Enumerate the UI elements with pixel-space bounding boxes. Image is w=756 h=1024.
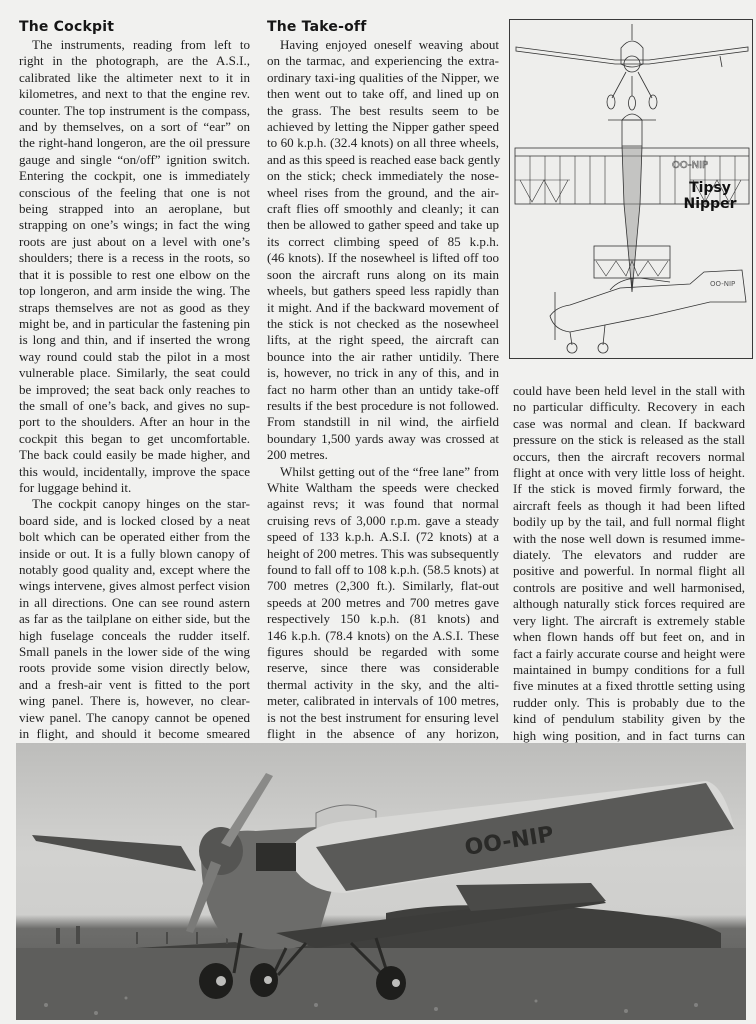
text-line: kilometres, and next to that the engine rev.	[19, 86, 250, 102]
front-view-drawing	[516, 24, 748, 110]
text-line: bolt which can be operated either from the	[19, 529, 250, 545]
text-line: is, however, no trick in any of this, and in	[267, 365, 499, 381]
text-line: achieved by letting the Nipper gather speed	[267, 119, 499, 135]
text-line: 146 k.p.h. (78.4 knots) on the A.S.I. These	[267, 627, 499, 643]
text-line: then went out to take off, and lined up on	[267, 86, 499, 102]
section-heading-cockpit: The Cockpit	[19, 19, 115, 35]
text-line: is long and thin, and if inserted the wrong	[19, 332, 250, 348]
text-line: ordinary taxi-ing qualities of the Nipper, we	[267, 69, 499, 85]
three-view-diagram	[509, 19, 753, 359]
text-line: The cockpit canopy hinges on the star-	[32, 496, 250, 512]
text-line: cruising revs of 3,000 r.p.m. gave a steady	[267, 512, 499, 528]
text-line: right in the photograph, are the A.S.I.,	[19, 53, 250, 69]
text-line: maintained in bumpy conditions for a full	[513, 661, 745, 677]
text-line: From standstill in nil wind, the airfield	[267, 414, 499, 430]
text-line: speed of 133 k.p.h. A.S.I. (72 knots) at a	[267, 529, 499, 545]
text-line: gauge and single “on/off” ignition switch.	[19, 151, 250, 167]
text-line: high fuselage conceals the rudder itself.	[19, 627, 250, 643]
text-line: five minutes at a fixed throttle setting using	[513, 678, 745, 694]
text-line: Small panels in the lower side of the wing	[19, 644, 250, 660]
text-line: on the stick; check immediately the nose-	[267, 168, 499, 184]
text-line: The back could easily be made higher, and	[19, 447, 250, 463]
text-line: Entering the cockpit, one is immediately	[19, 168, 250, 184]
svg-text:OO-NIP: OO-NIP	[710, 280, 736, 288]
text-line: boundary 1,500 yards away was crossed at	[267, 430, 499, 446]
text-line: height of 200 metres. This was subsequently	[267, 545, 500, 561]
text-line: roots are just about on a level with one’s	[19, 233, 250, 249]
text-line: cockpit this began to get uncomfortable.	[19, 430, 250, 446]
text-line: for luggage behind it.	[19, 479, 132, 495]
text-line: no particular difficulty. Recovery in each	[513, 399, 745, 415]
text-line: pressure on the stick is released as the stall	[513, 432, 745, 448]
text-line: figures should be regarded with some	[267, 644, 499, 660]
paragraph-takeoff-1	[267, 37, 499, 464]
text-line: might be, and in particular the fastening pin	[19, 315, 250, 331]
text-line: meter, calibrated in intervals of 100 metres,	[267, 693, 499, 709]
text-line: wheel rises from the ground, and the air-	[267, 184, 499, 200]
text-line: The instruments, reading from left to	[32, 37, 250, 52]
text-line: straps themselves are not as good as they	[19, 299, 250, 315]
text-line: respectively 150 k.p.h. (81 knots) and	[267, 611, 499, 627]
text-line: wheels, but gathers speed less rapidly than	[267, 283, 499, 299]
text-line: vulnerable place. Similarly, the seat could	[19, 365, 250, 381]
text-line: occurs, then the aircraft recovers normal	[513, 448, 745, 464]
text-line: on the tarmac, and experiencing the extra-	[267, 53, 499, 69]
text-line: flight at once with very little loss of height.	[513, 465, 745, 481]
text-line: this would, incidentally, improve the space	[19, 463, 250, 479]
text-line: board side, and is locked closed by a neat	[19, 512, 250, 528]
text-line: diately. The elevators and rudder are	[513, 547, 745, 563]
diagram-title	[670, 180, 750, 212]
text-line: bounce into the air rather untidily. There	[267, 348, 499, 364]
text-line: wing panel. There is, however, no clear-	[19, 693, 250, 709]
text-line: controls are positive and well harmonised,	[513, 579, 745, 595]
aircraft-photograph	[16, 743, 746, 1020]
text-line: to 60 k.p.h. (32.4 knots) on all three wheels,	[267, 135, 499, 151]
text-line: reserve, since there was considerable	[267, 660, 499, 676]
text-line: in all directions. One can see round astern	[19, 594, 250, 610]
text-line: aircraft feels as though it had been lifted	[513, 497, 745, 513]
text-line: rudder only. This is probably due to the	[513, 694, 745, 710]
text-line: If the stick is moved firmly forward, the	[513, 481, 745, 497]
text-line: and as this speed is reached ease back gently	[267, 151, 501, 167]
text-line: could have been held level in the stall with	[513, 383, 745, 398]
text-line: view panel. The canopy cannot be opened	[19, 709, 250, 725]
text-line: notably good quality and, except where the	[19, 562, 250, 577]
diagram-title-line-1: Tipsy	[689, 180, 731, 196]
text-line: (46 knots). If the nosewheel is lifted off too	[267, 250, 499, 266]
text-line: although naturally stick forces required are	[513, 596, 745, 612]
text-line: the right-hand longeron, are the oil pressure	[19, 135, 250, 151]
text-line: way round could stab the pilot in a most	[19, 348, 250, 364]
text-line: with the nose well down is resumed imme-	[513, 530, 745, 546]
text-line: calibrated like the altimeter next to it in	[19, 69, 250, 85]
text-line: as far as the tailplane on either side, but the	[19, 611, 250, 627]
side-view-drawing	[550, 270, 746, 353]
paragraph-cockpit-1	[19, 37, 250, 496]
text-line: very light. The aircraft is extremely stable	[513, 612, 745, 628]
diagram-title-line-2: Nipper	[683, 196, 737, 212]
text-line: when flown hands off but feet on, and in	[513, 629, 745, 645]
text-line: flight in the absence of any horizon,	[267, 726, 499, 742]
text-line: counter. The top instrument is the compass,	[19, 102, 250, 118]
svg-text:OO-NIP: OO-NIP	[672, 160, 709, 171]
text-line: top longeron, and arm inside the wing. The	[19, 283, 250, 299]
text-line: soon the aircraft runs along on its main	[267, 266, 499, 282]
text-line: bodily up by the tail, and full normal flight	[513, 514, 745, 530]
text-line: then be allowed to gather speed and take up	[267, 217, 499, 233]
aircraft-photo-illustration	[16, 743, 746, 1020]
text-line: speeds at 200 metres and 700 metres gave	[267, 594, 499, 610]
text-line: shoulders; there is a recess in the roots, so	[19, 250, 250, 266]
text-line: found to fall off to 108 k.p.h. (58.5 knots) at	[267, 562, 499, 577]
text-line: against revs; it was found that normal	[267, 496, 499, 512]
paragraph-handling-1	[513, 383, 745, 793]
text-line: wings intervene, gives almost perfect vision	[19, 578, 250, 594]
text-line: the stick is not checked as the nosewheel	[267, 315, 499, 331]
text-line: lifts, at the right speed, the aircraft can	[267, 332, 499, 348]
text-line: be improved; the seat back only reaches to	[19, 381, 250, 397]
text-line: the grass. The best results seem to be	[267, 102, 499, 118]
text-line: Whilst getting out of the “free lane” from	[280, 463, 499, 479]
text-line: fact no harm other than an untidy take-off	[267, 381, 499, 397]
text-line: 200 metres.	[267, 447, 328, 463]
text-line: its correct climbing speed of 85 k.p.h.	[267, 233, 499, 249]
text-line: results if the best procedure is not followed.	[267, 397, 499, 413]
text-line: it might. And if the backward movement of	[267, 299, 499, 315]
text-line: that it is possible to rest one elbow on the	[19, 266, 250, 282]
text-line: thermal activity in the sky, and the alti-	[267, 676, 499, 692]
text-line: positive and powerful. In normal flight all	[513, 563, 745, 579]
text-line: port to the shoulders. After an hour in the	[19, 414, 250, 430]
text-line: the small of one’s back, and gives no sup-	[19, 397, 250, 413]
text-line: White Waltham the speeds were checked	[267, 479, 499, 495]
text-line: high wing position, and in fact turns can	[513, 727, 745, 743]
text-line: in flight, and should it become smeared	[19, 726, 250, 742]
text-line: fact a fairly accurate course and height were	[513, 645, 745, 661]
svg-text:OO-NIP: OO-NIP	[463, 822, 556, 861]
text-line: and by themselves, on a sort of “ear” on	[19, 119, 250, 135]
text-line: case was normal and clean. If backward	[513, 415, 745, 431]
section-heading-takeoff: The Take-off	[267, 19, 367, 35]
text-line: roots provide some vision directly below,	[19, 660, 250, 676]
text-line: being strapped into an aeroplane, but	[19, 201, 250, 217]
text-line: craft flies off smoothly and cleanly; it can	[267, 201, 499, 217]
text-line: 700 metres (2,300 ft.). Similarly, flat-out	[267, 578, 499, 594]
text-line: strapping on one’s wings; in fact the wing	[19, 217, 250, 233]
text-line: inside or out. It is a fully blown canopy of	[19, 545, 250, 561]
text-line: conscious of the feeling that one is not	[19, 184, 250, 200]
text-line: is not the best instrument for ensuring level	[267, 709, 499, 725]
text-line: kind of pendulum stability given by the	[513, 711, 745, 727]
text-line: Having enjoyed oneself weaving about	[280, 37, 499, 52]
text-line: and a fresh-air vent is fitted to the port	[19, 676, 250, 692]
